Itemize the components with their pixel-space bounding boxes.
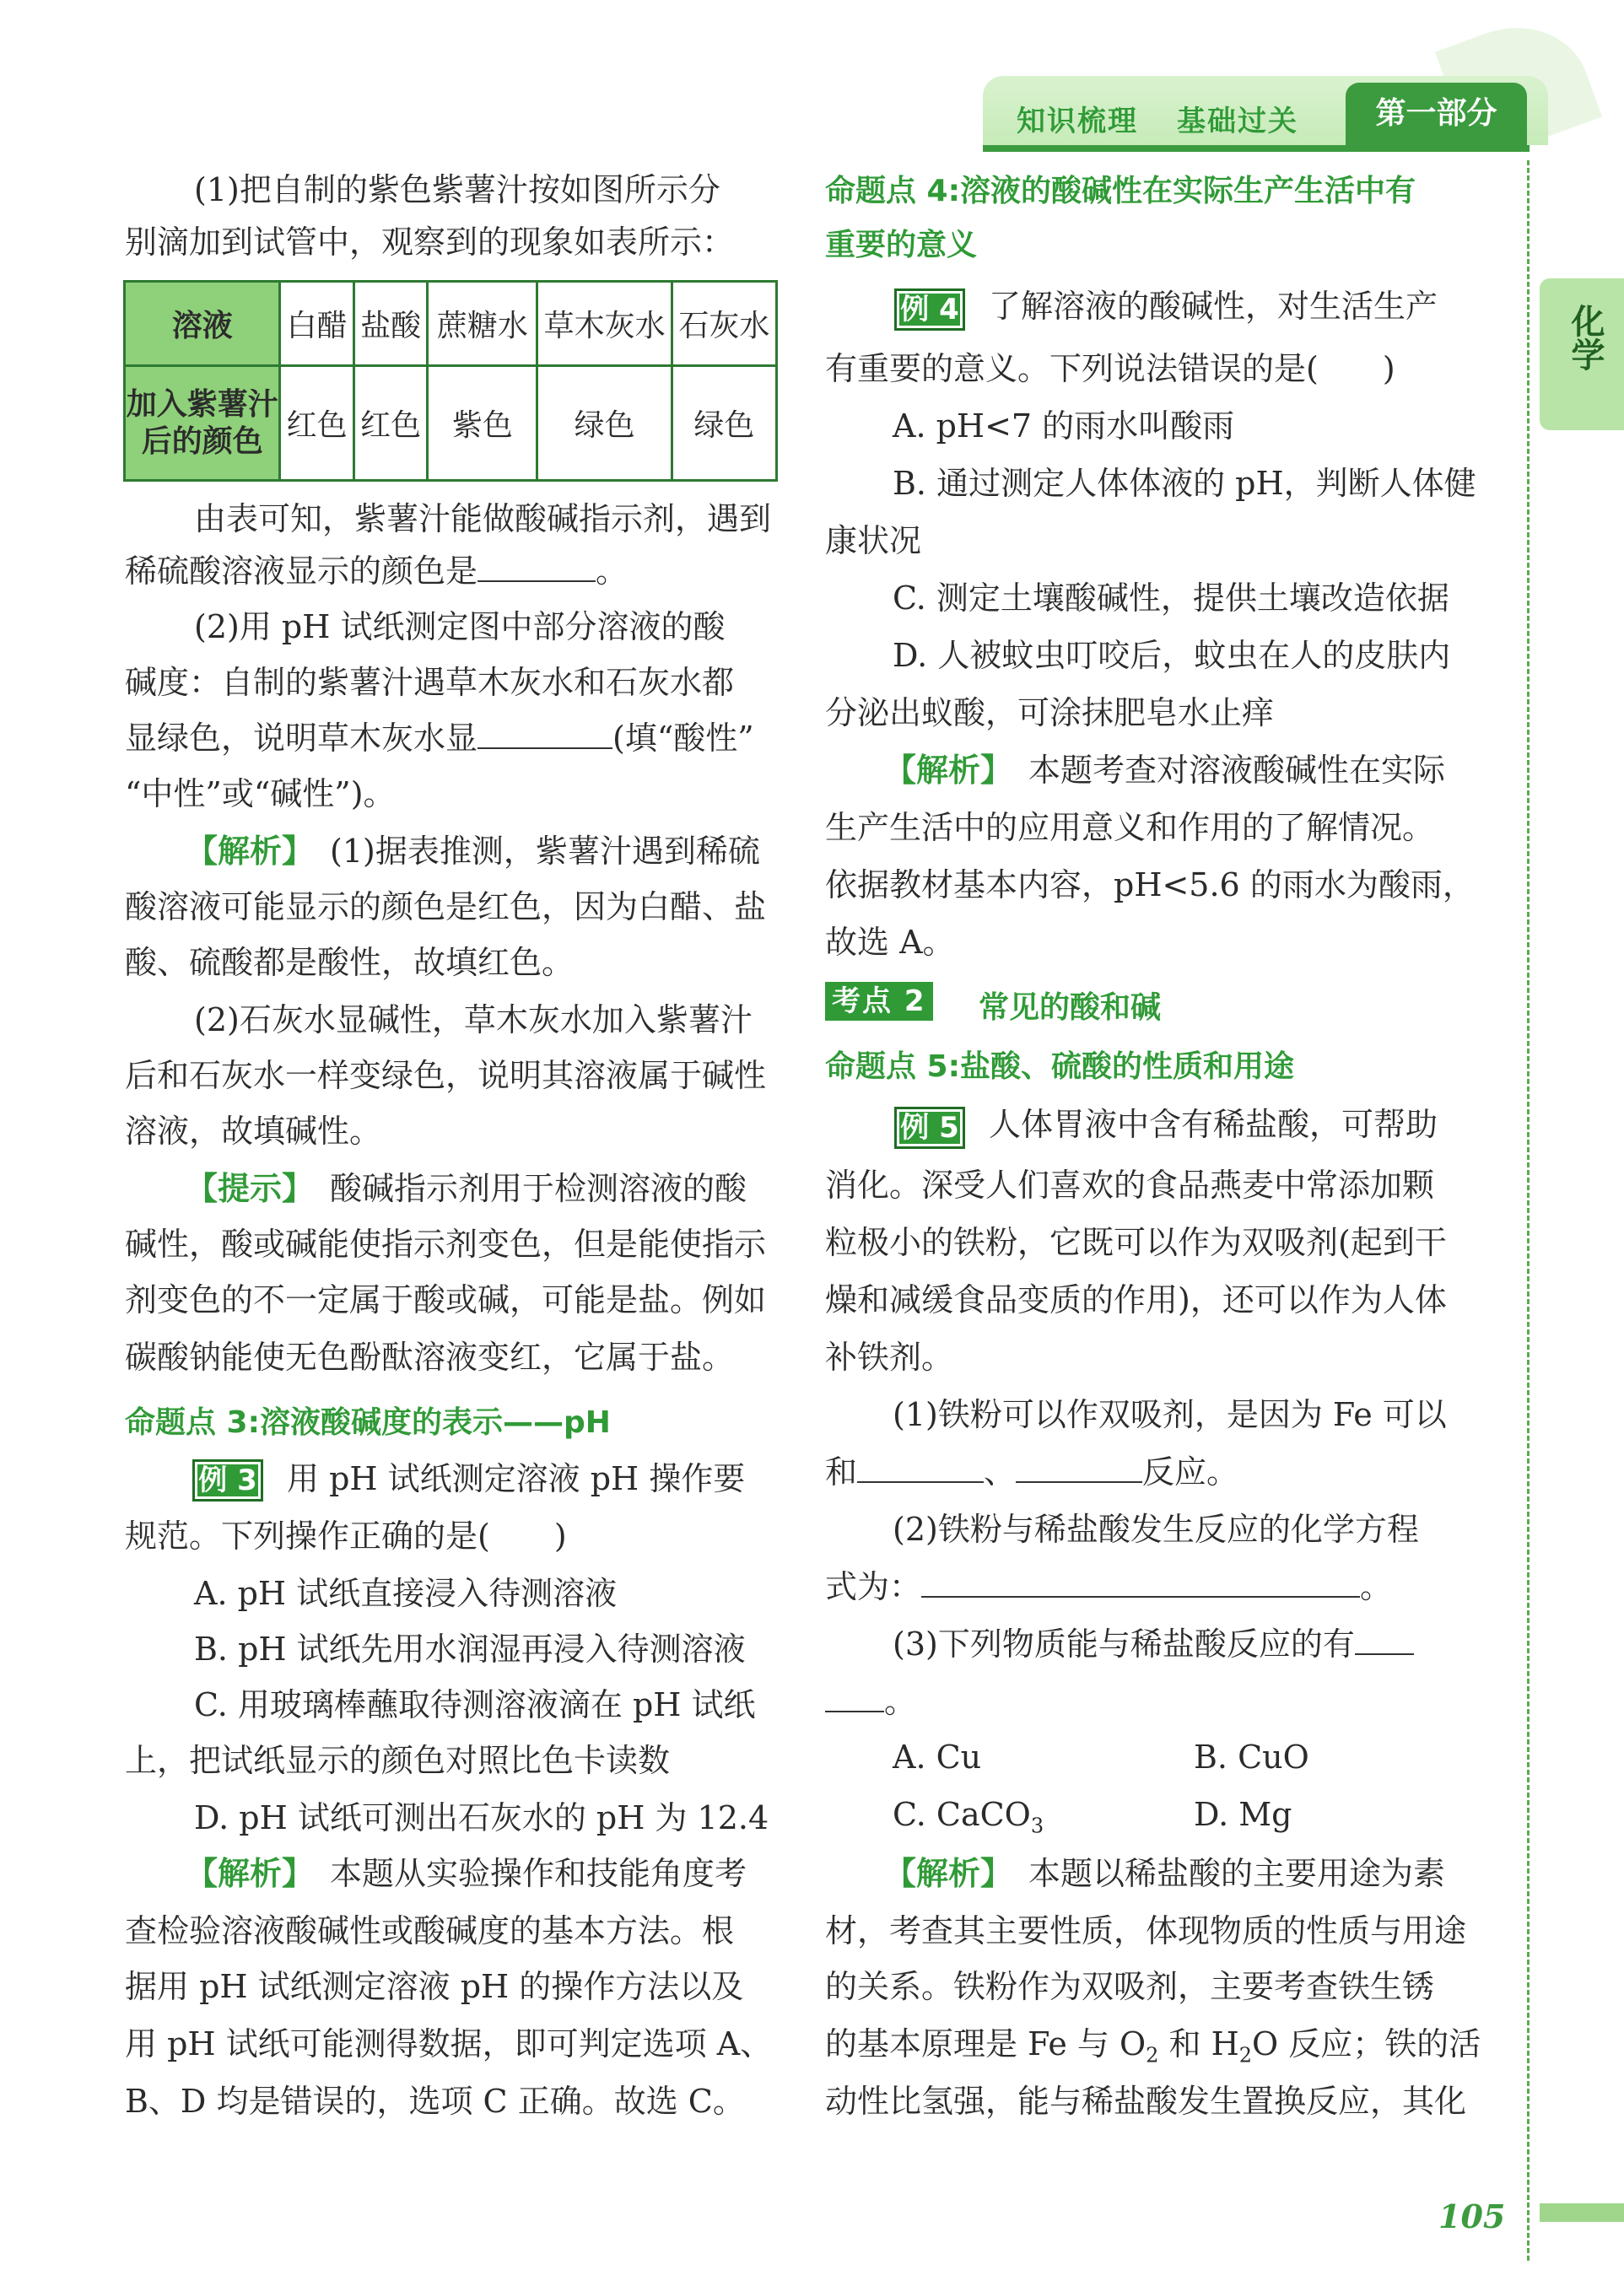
point3-title: 命题点 3:溶液酸碱度的表示——pH [125,1405,611,1440]
ex5-q2-line1: (2)铁粉与稀盐酸发生反应的化学方程 [893,1511,1419,1548]
q2-line1: (2)用 pH 试纸测定图中部分溶液的酸 [194,608,726,645]
table-cell: 盐酸 [353,282,427,366]
ex3-line2: 规范。下列操作正确的是( ) [125,1518,567,1555]
ex4-option-d: D. 人被蚊虫叮咬后，蚊虫在人的皮肤内 [893,637,1451,674]
ex3-option-c-cont: 上，把试纸显示的颜色对照比色卡读数 [125,1742,671,1779]
analysis4-line1: 【解析】 本题考查对溶液酸碱性在实际 [884,752,1446,789]
ex4-option-d-cont: 分泌出蚁酸，可涂抹肥皂水止痒 [825,694,1275,731]
answer-blank[interactable] [921,1595,1360,1598]
analysis1-line4: (2)石灰水显碱性，草木灰水加入紫薯汁 [194,1001,753,1038]
table-cell: 草木灰水 [537,282,672,366]
q1-text-line1: 由表可知，紫薯汁能做酸碱指示剂，遇到 [194,500,772,537]
ex5-q2-line2: 式为： 。 [825,1568,1393,1605]
answer-blank[interactable] [477,747,612,749]
ex5-line4: 燥和减缓食品变质的作用)，还可以作为人体 [825,1281,1447,1318]
header-section-2: 基础过关 [1177,105,1298,138]
analysis1-line3: 酸、硫酸都是酸性，故填红色。 [125,944,575,981]
ex3-line1: 用 pH 试纸测定溶液 pH 操作要 [287,1460,746,1497]
table-cell: 白醋 [280,282,353,366]
analysis3-line4: 用 pH 试纸可能测得数据，即可判定选项 A、 [125,2025,773,2062]
ex5-line5: 补铁剂。 [825,1339,954,1376]
q1-intro-line2: 别滴加到试管中，观察到的现象如表所示： [125,224,735,261]
ex5-option-a: A. Cu [893,1739,982,1776]
subject-label: 化学 [1566,304,1605,371]
ex5-q3-line1: (3)下列物质能与稀盐酸反应的有 [893,1623,1414,1665]
ex3-option-b: B. pH 试纸先用水润湿再浸入待测溶液 [194,1631,746,1668]
footer-bar [1540,2203,1624,2222]
table-cell: 绿色 [537,366,672,481]
example4-label: 例 4 [894,288,965,331]
answer-blank[interactable] [857,1480,984,1483]
tip-line2: 碱性，酸或碱能使指示剂变色，但是能使指示 [125,1226,767,1263]
analysis3-line3: 据用 pH 试纸测定溶液 pH 的操作方法以及 [125,1968,744,2005]
q2-line2: 碱度：自制的紫薯汁遇草木灰水和石灰水都 [125,664,735,701]
ex5-option-d: D. Mg [1194,1796,1292,1833]
analysis5-line3: 的关系。铁粉作为双吸剂，主要考查铁生锈 [825,1968,1435,2005]
analysis5-line5: 动性比氢强，能与稀盐酸发生置换反应，其化 [825,2083,1467,2120]
ex5-line2: 消化。深受人们喜欢的食品燕麦中常添加颗 [825,1167,1435,1204]
header-part-label: 第一部分 [1346,83,1527,145]
ex5-q3-line2: 。 [825,1680,916,1723]
analysis1-line1: 【解析】 (1)据表推测，紫薯汁遇到稀硫 [186,833,760,870]
ex3-option-c: C. 用玻璃棒蘸取待测溶液滴在 pH 试纸 [194,1686,756,1723]
analysis5-line2: 材，考查其主要性质，体现物质的性质与用途 [825,1912,1467,1949]
analysis3-line1: 【解析】 本题从实验操作和技能角度考 [186,1855,747,1892]
table-header-color [125,366,280,481]
kaodian-label: 考点 2 [825,982,933,1021]
table-header-color-line2: 后的颜色 [141,423,263,459]
table-cell: 绿色 [672,366,776,481]
tip-line1: 【提示】 酸碱指示剂用于检测溶液的酸 [186,1170,747,1207]
point5-title: 命题点 5:盐酸、硫酸的性质和用途 [825,1049,1294,1084]
analysis1-line5: 后和石灰水一样变绿色，说明其溶液属于碱性 [125,1057,767,1094]
analysis4-line4: 故选 A。 [825,924,955,961]
analysis1-line2: 酸溶液可能显示的颜色是红色，因为白醋、盐 [125,888,767,925]
analysis4-line3: 依据教材基本内容，pH<5.6 的雨水为酸雨， [825,866,1475,903]
table-header-solution: 溶液 [125,282,280,366]
header-section-1: 知识梳理 [1017,105,1138,138]
q1-intro-line1: (1)把自制的紫色紫薯汁按如图所示分 [194,171,720,208]
analysis4-line2: 生产生活中的应用意义和作用的了解情况。 [825,809,1435,846]
analysis5-line4: 的基本原理是 Fe 与 $O_2$ 和 $H_2O$ 反应；铁的活 [825,2025,1481,2068]
point4-title-line2: 重要的意义 [825,228,978,262]
table-cell: 红色 [353,366,427,481]
table-cell: 红色 [280,366,353,481]
ex3-option-d: D. pH 试纸可测出石灰水的 pH 为 12.4 [194,1799,769,1836]
ex4-option-b: B. 通过测定人体体液的 pH，判断人体健 [893,465,1476,502]
point4-title-line1: 命题点 4:溶液的酸碱性在实际生产生活中有 [825,174,1416,208]
analysis5-line1: 【解析】 本题以稀盐酸的主要用途为素 [884,1855,1446,1892]
table-cell: 紫色 [428,366,537,481]
answer-blank[interactable] [825,1710,884,1712]
q1-text-line2: 稀硫酸溶液显示的颜色是 。 [125,553,629,590]
answer-blank[interactable] [477,580,596,582]
ex3-option-a: A. pH 试纸直接浸入待测溶液 [194,1575,618,1612]
table-cell: 石灰水 [672,282,776,366]
ex4-option-c: C. 测定土壤酸碱性，提供土壤改造依据 [893,580,1449,617]
page-number: 105 [1438,2197,1506,2235]
ex5-line3: 粒极小的铁粉，它既可以作为双吸剂(起到干 [825,1224,1447,1261]
analysis1-line6: 溶液，故填碱性。 [125,1113,382,1150]
ex4-line1: 了解溶液的酸碱性，对生活生产 [989,288,1438,325]
header-divider [983,145,1530,152]
ex5-q1-line1: (1)铁粉可以作双吸剂，是因为 Fe 可以 [893,1396,1447,1433]
analysis3-line2: 查检验溶液酸碱性或酸碱度的基本方法。根 [125,1912,735,1949]
ex4-option-b-cont: 康状况 [825,522,922,559]
q2-line3: 显绿色，说明草木灰水显 (填“酸性” [125,720,754,757]
ex5-option-b: B. CuO [1194,1739,1309,1776]
kaodian-title: 常见的酸和碱 [979,990,1162,1025]
ex5-q1-line2: 和 、 反应。 [825,1453,1239,1491]
ex4-option-a: A. pH<7 的雨水叫酸雨 [893,407,1235,445]
tip-line3: 剂变色的不一定属于酸或碱，可能是盐。例如 [125,1281,767,1318]
answer-blank[interactable] [1355,1652,1414,1655]
ex4-line2: 有重要的意义。下列说法错误的是( ) [825,350,1395,387]
answer-blank[interactable] [1016,1480,1142,1483]
color-table [123,280,778,482]
margin-dashed-line [1527,160,1530,2261]
table-cell: 蔗糖水 [428,282,537,366]
table-header-color-line1: 加入紫薯汁 [126,386,278,422]
ex5-option-c: C. CaCO$_3$ [893,1796,1044,1838]
example3-label: 例 3 [192,1459,263,1502]
tip-line4: 碳酸钠能使无色酚酞溶液变红，它属于盐。 [125,1339,735,1376]
analysis3-line5: B、D 均是错误的，选项 C 正确。故选 C。 [125,2083,745,2120]
ex5-line1: 人体胃液中含有稀盐酸，可帮助 [989,1106,1438,1143]
q2-line4: “中性”或“碱性”)。 [125,775,396,812]
example5-label: 例 5 [894,1107,965,1149]
